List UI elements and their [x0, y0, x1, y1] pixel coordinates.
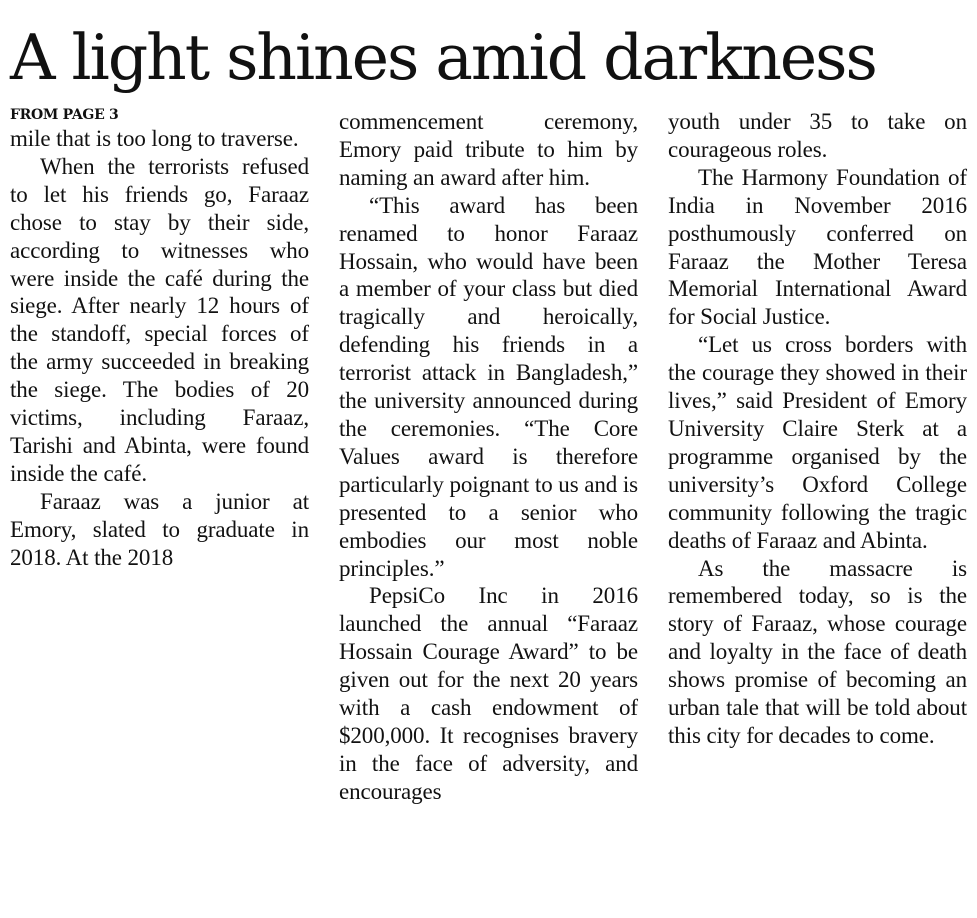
paragraph: As the massacre is remembered today, so is the story of Faraaz, whose courage and loyalty in the face of death shows promise of becoming an urban tale that will be told about this city for decades to come.: [668, 555, 967, 748]
paragraph: PepsiCo Inc in 2016 launched the annual “Faraaz Hossain Courage Award” to be given out for the next 20 years with a cash endowment of $200,000. It recognises bravery in the face of adversity, and encourages: [339, 583, 638, 804]
headline: A light shines amid darkness: [10, 21, 876, 94]
paragraph: “This award has been renamed to honor Faraaz Hossain, who would have been a member of your class but died tragically and heroically, defending his friends in a terrorist attack in Bangladesh,” the university announced during the ceremonies. “The Core Values award is therefore particularly poignant to us and is presented to a senior who embodies our most noble principles.”: [339, 192, 638, 581]
paragraph: commencement ceremony, Emory paid tribute to him by naming an award after him.: [339, 109, 638, 190]
continuation-kicker: FROM PAGE 3: [10, 107, 119, 123]
paragraph: When the terrorists refused to let his friends go, Faraaz chose to stay by their side, according to witnesses who were inside the café during the siege. After nearly 12 hours of the standoff, special forces of the army succeeded in breaking the siege. The bodies of 20 victims, including Faraaz, Tarishi and Abinta, were found inside the café.: [10, 153, 309, 486]
paragraph: The Harmony Foundation of India in November 2016 posthumously conferred on Faraaz the Mother Teresa Memorial International Award for Social Justice.: [668, 164, 967, 330]
article-column-2: [339, 108, 638, 806]
paragraph: mile that is too long to traverse.: [10, 126, 299, 151]
article-column-1: [10, 105, 309, 572]
paragraph: youth under 35 to take on courageous roles.: [668, 109, 967, 162]
paragraph: “Let us cross borders with the courage they showed in their lives,” said President of Emory University Claire Sterk at a programme organised by the university’s Oxford College community following the tragic deaths of Faraaz and Abinta.: [668, 332, 967, 553]
article-column-3: [668, 108, 967, 750]
paragraph: Faraaz was a junior at Emory, slated to graduate in 2018. At the 2018: [10, 488, 309, 570]
